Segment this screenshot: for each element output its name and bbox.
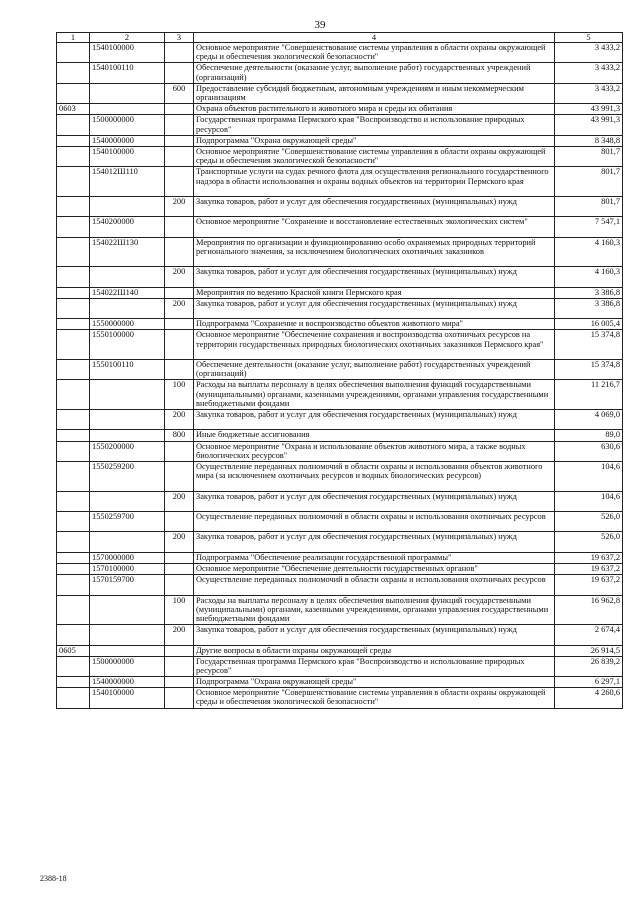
table-row bbox=[57, 63, 623, 83]
amount-cell: 104,6 bbox=[555, 462, 623, 492]
expense-type-cell: 200 bbox=[165, 267, 194, 287]
expense-type-cell bbox=[165, 688, 194, 708]
amount-cell: 2 674,4 bbox=[555, 625, 623, 645]
expense-type-cell bbox=[165, 287, 194, 298]
table-row bbox=[57, 146, 623, 166]
item-description-cell: Мероприятия по организации и функционированию особо охраняемых природных территорий регионального значения, за исключением биологических охотничьих заказников bbox=[194, 237, 555, 267]
header-cell-3: 3 bbox=[165, 33, 194, 43]
target-item-code-cell: 1550200000 bbox=[90, 441, 165, 461]
section-code-cell bbox=[57, 83, 90, 103]
amount-cell: 3 386,8 bbox=[555, 298, 623, 318]
header-cell-4: 4 bbox=[194, 33, 555, 43]
amount-cell: 801,7 bbox=[555, 146, 623, 166]
expense-type-cell bbox=[165, 462, 194, 492]
item-description-cell: Основное мероприятие "Совершенствование системы управления в области охраны окружающей среды и обеспечения экологической безопасности" bbox=[194, 43, 555, 63]
target-item-code-cell bbox=[90, 430, 165, 441]
expense-type-cell bbox=[165, 511, 194, 531]
item-description-cell: Закупка товаров, работ и услуг для обеспечения государственных (муниципальных) нужд bbox=[194, 491, 555, 511]
amount-cell: 3 433,2 bbox=[555, 43, 623, 63]
table-row bbox=[57, 237, 623, 267]
target-item-code-cell: 1570100000 bbox=[90, 563, 165, 574]
table-row bbox=[57, 595, 623, 625]
amount-cell: 11 216,7 bbox=[555, 380, 623, 410]
target-item-code-cell bbox=[90, 104, 165, 115]
item-description-cell: Основное мероприятие "Обеспечение сохранения и воспроизводства охотничьих ресурсов на территории государственных природных биологических охотничьих заказников Пермского края" bbox=[194, 330, 555, 360]
section-code-cell bbox=[57, 688, 90, 708]
expense-type-cell bbox=[165, 319, 194, 330]
target-item-code-cell: 1500000000 bbox=[90, 656, 165, 676]
table-row bbox=[57, 575, 623, 595]
target-item-code-cell: 1500000000 bbox=[90, 115, 165, 135]
table-row bbox=[57, 462, 623, 492]
table-row bbox=[57, 430, 623, 441]
table-header-row bbox=[57, 33, 623, 43]
expense-type-cell: 200 bbox=[165, 491, 194, 511]
target-item-code-cell: 1540100110 bbox=[90, 63, 165, 83]
table-row bbox=[57, 217, 623, 237]
section-code-cell bbox=[57, 380, 90, 410]
target-item-code-cell bbox=[90, 595, 165, 625]
target-item-code-cell: 1550000000 bbox=[90, 319, 165, 330]
expense-type-cell: 100 bbox=[165, 595, 194, 625]
target-item-code-cell: 1570159700 bbox=[90, 575, 165, 595]
section-code-cell bbox=[57, 196, 90, 216]
expense-type-cell bbox=[165, 360, 194, 380]
amount-cell: 6 297,1 bbox=[555, 677, 623, 688]
amount-cell: 4 160,3 bbox=[555, 237, 623, 267]
section-code-cell bbox=[57, 410, 90, 430]
section-code-cell bbox=[57, 298, 90, 318]
item-description-cell: Закупка товаров, работ и услуг для обеспечения государственных (муниципальных) нужд bbox=[194, 298, 555, 318]
table-row bbox=[57, 511, 623, 531]
target-item-code-cell: 1540100000 bbox=[90, 43, 165, 63]
item-description-cell: Обеспечение деятельности (оказание услуг, выполнение работ) государственных учреждений (организаций) bbox=[194, 360, 555, 380]
item-description-cell: Осуществление переданных полномочий в области охраны и использования охотничьих ресурсов bbox=[194, 511, 555, 531]
item-description-cell: Расходы на выплаты персоналу в целях обеспечения выполнения функций государственными (муниципальными) органами, казенными учреждениями, органами управления государственными внебюджетными фондами bbox=[194, 595, 555, 625]
target-item-code-cell bbox=[90, 267, 165, 287]
target-item-code-cell: 1550100000 bbox=[90, 330, 165, 360]
expense-type-cell bbox=[165, 441, 194, 461]
amount-cell: 3 386,8 bbox=[555, 287, 623, 298]
expense-type-cell: 800 bbox=[165, 430, 194, 441]
target-item-code-cell bbox=[90, 298, 165, 318]
header-cell-5: 5 bbox=[555, 33, 623, 43]
section-code-cell bbox=[57, 319, 90, 330]
table-row bbox=[57, 267, 623, 287]
item-description-cell: Основное мероприятие "Совершенствование системы управления в области охраны окружающей среды и обеспечения экологической безопасности" bbox=[194, 688, 555, 708]
amount-cell: 7 547,1 bbox=[555, 217, 623, 237]
expense-type-cell bbox=[165, 146, 194, 166]
section-code-cell bbox=[57, 491, 90, 511]
item-description-cell: Закупка товаров, работ и услуг для обеспечения государственных (муниципальных) нужд bbox=[194, 267, 555, 287]
amount-cell: 8 348,8 bbox=[555, 135, 623, 146]
table-row bbox=[57, 167, 623, 197]
item-description-cell: Закупка товаров, работ и услуг для обеспечения государственных (муниципальных) нужд bbox=[194, 532, 555, 552]
target-item-code-cell: 1570000000 bbox=[90, 552, 165, 563]
section-code-cell bbox=[57, 595, 90, 625]
section-code-cell bbox=[57, 237, 90, 267]
amount-cell: 3 433,2 bbox=[555, 63, 623, 83]
item-description-cell: Основное мероприятие "Обеспечение деятельности государственных органов" bbox=[194, 563, 555, 574]
target-item-code-cell: 1540100000 bbox=[90, 688, 165, 708]
expense-type-cell bbox=[165, 563, 194, 574]
amount-cell: 526,0 bbox=[555, 532, 623, 552]
item-description-cell: Закупка товаров, работ и услуг для обеспечения государственных (муниципальных) нужд bbox=[194, 196, 555, 216]
header-cell-1: 1 bbox=[57, 33, 90, 43]
item-description-cell: Иные бюджетные ассигнования bbox=[194, 430, 555, 441]
expense-type-cell bbox=[165, 552, 194, 563]
section-code-cell bbox=[57, 677, 90, 688]
item-description-cell: Государственная программа Пермского края "Воспроизводство и использование природных ресурсов" bbox=[194, 656, 555, 676]
amount-cell: 16 005,4 bbox=[555, 319, 623, 330]
expense-type-cell bbox=[165, 575, 194, 595]
target-item-code-cell: 154022Ш130 bbox=[90, 237, 165, 267]
expense-type-cell bbox=[165, 237, 194, 267]
amount-cell: 15 374,8 bbox=[555, 360, 623, 380]
target-item-code-cell: 1540000000 bbox=[90, 135, 165, 146]
amount-cell: 801,7 bbox=[555, 196, 623, 216]
item-description-cell: Обеспечение деятельности (оказание услуг, выполнение работ) государственных учреждений (организаций) bbox=[194, 63, 555, 83]
table-row bbox=[57, 83, 623, 103]
item-description-cell: Основное мероприятие "Совершенствование системы управления в области охраны окружающей среды и обеспечения экологической безопасности" bbox=[194, 146, 555, 166]
expense-type-cell: 200 bbox=[165, 196, 194, 216]
target-item-code-cell: 1540100000 bbox=[90, 146, 165, 166]
amount-cell: 16 962,8 bbox=[555, 595, 623, 625]
table-row bbox=[57, 360, 623, 380]
section-code-cell bbox=[57, 441, 90, 461]
section-code-cell bbox=[57, 656, 90, 676]
section-code-cell bbox=[57, 462, 90, 492]
table-row bbox=[57, 115, 623, 135]
amount-cell: 630,6 bbox=[555, 441, 623, 461]
amount-cell: 3 433,2 bbox=[555, 83, 623, 103]
amount-cell: 801,7 bbox=[555, 167, 623, 197]
budget-table bbox=[56, 32, 623, 709]
table-row bbox=[57, 441, 623, 461]
table-row bbox=[57, 688, 623, 708]
table-row bbox=[57, 532, 623, 552]
target-item-code-cell bbox=[90, 491, 165, 511]
expense-type-cell bbox=[165, 115, 194, 135]
item-description-cell: Закупка товаров, работ и услуг для обеспечения государственных (муниципальных) нужд bbox=[194, 625, 555, 645]
section-code-cell bbox=[57, 167, 90, 197]
section-code-cell bbox=[57, 360, 90, 380]
item-description-cell: Основное мероприятие "Сохранение и восстановление естественных экологических систем" bbox=[194, 217, 555, 237]
amount-cell: 26 914,5 bbox=[555, 645, 623, 656]
target-item-code-cell: 1540000000 bbox=[90, 677, 165, 688]
expense-type-cell bbox=[165, 645, 194, 656]
target-item-code-cell: 1540200000 bbox=[90, 217, 165, 237]
section-code-cell: 0605 bbox=[57, 645, 90, 656]
section-code-cell bbox=[57, 146, 90, 166]
target-item-code-cell bbox=[90, 410, 165, 430]
table-row bbox=[57, 330, 623, 360]
section-code-cell bbox=[57, 43, 90, 63]
item-description-cell: Подпрограмма "Охрана окружающей среды" bbox=[194, 677, 555, 688]
section-code-cell bbox=[57, 532, 90, 552]
expense-type-cell bbox=[165, 104, 194, 115]
item-description-cell: Мероприятия по ведению Красной книги Пермского края bbox=[194, 287, 555, 298]
section-code-cell bbox=[57, 135, 90, 146]
table-row bbox=[57, 491, 623, 511]
section-code-cell bbox=[57, 267, 90, 287]
item-description-cell: Закупка товаров, работ и услуг для обеспечения государственных (муниципальных) нужд bbox=[194, 410, 555, 430]
table-row bbox=[57, 645, 623, 656]
section-code-cell bbox=[57, 287, 90, 298]
budget-table-body bbox=[57, 33, 623, 709]
table-row bbox=[57, 410, 623, 430]
table-row bbox=[57, 287, 623, 298]
expense-type-cell: 200 bbox=[165, 410, 194, 430]
expense-type-cell: 200 bbox=[165, 298, 194, 318]
section-code-cell bbox=[57, 563, 90, 574]
item-description-cell: Транспортные услуги на судах речного флота для осуществления регионального государственного надзора в области использования и охраны водных объектов на территории Пермского края bbox=[194, 167, 555, 197]
section-code-cell bbox=[57, 430, 90, 441]
expense-type-cell: 600 bbox=[165, 83, 194, 103]
item-description-cell: Расходы на выплаты персоналу в целях обеспечения выполнения функций государственными (муниципальными) органами, казенными учреждениями, органами управления государственными внебюджетными фондами bbox=[194, 380, 555, 410]
target-item-code-cell: 1550259200 bbox=[90, 462, 165, 492]
item-description-cell: Другие вопросы в области охраны окружающей среды bbox=[194, 645, 555, 656]
table-row bbox=[57, 380, 623, 410]
table-row bbox=[57, 104, 623, 115]
item-description-cell: Осуществление переданных полномочий в области охраны и использования объектов животного мира (за исключением охотничьих ресурсов и водных биологических ресурсов) bbox=[194, 462, 555, 492]
table-row bbox=[57, 552, 623, 563]
amount-cell: 19 637,2 bbox=[555, 575, 623, 595]
section-code-cell bbox=[57, 625, 90, 645]
amount-cell: 4 260,6 bbox=[555, 688, 623, 708]
expense-type-cell bbox=[165, 135, 194, 146]
table-row bbox=[57, 319, 623, 330]
target-item-code-cell: 1550259700 bbox=[90, 511, 165, 531]
expense-type-cell bbox=[165, 217, 194, 237]
item-description-cell: Предоставление субсидий бюджетным, автономным учреждениям и иным некоммерческим организациям bbox=[194, 83, 555, 103]
table-row bbox=[57, 677, 623, 688]
expense-type-cell bbox=[165, 656, 194, 676]
table-row bbox=[57, 298, 623, 318]
amount-cell: 526,0 bbox=[555, 511, 623, 531]
item-description-cell: Подпрограмма "Обеспечение реализации государственной программы" bbox=[194, 552, 555, 563]
section-code-cell bbox=[57, 511, 90, 531]
amount-cell: 89,0 bbox=[555, 430, 623, 441]
item-description-cell: Основное мероприятие "Охрана и использование объектов животного мира, а также водных биологических ресурсов" bbox=[194, 441, 555, 461]
page-number: 39 bbox=[314, 19, 326, 31]
expense-type-cell: 200 bbox=[165, 532, 194, 552]
section-code-cell bbox=[57, 63, 90, 83]
amount-cell: 104,6 bbox=[555, 491, 623, 511]
amount-cell: 43 991,3 bbox=[555, 115, 623, 135]
table-row bbox=[57, 135, 623, 146]
expense-type-cell: 200 bbox=[165, 625, 194, 645]
expense-type-cell bbox=[165, 43, 194, 63]
section-code-cell bbox=[57, 552, 90, 563]
expense-type-cell bbox=[165, 330, 194, 360]
target-item-code-cell bbox=[90, 645, 165, 656]
target-item-code-cell: 154022Ш140 bbox=[90, 287, 165, 298]
section-code-cell bbox=[57, 330, 90, 360]
target-item-code-cell bbox=[90, 196, 165, 216]
target-item-code-cell bbox=[90, 380, 165, 410]
amount-cell: 43 991,3 bbox=[555, 104, 623, 115]
table-row bbox=[57, 563, 623, 574]
section-code-cell bbox=[57, 115, 90, 135]
table-row bbox=[57, 656, 623, 676]
header-cell-2: 2 bbox=[90, 33, 165, 43]
target-item-code-cell: 1550100110 bbox=[90, 360, 165, 380]
amount-cell: 19 637,2 bbox=[555, 552, 623, 563]
expense-type-cell: 100 bbox=[165, 380, 194, 410]
target-item-code-cell: 154012Ш110 bbox=[90, 167, 165, 197]
item-description-cell: Государственная программа Пермского края "Воспроизводство и использование природных ресурсов" bbox=[194, 115, 555, 135]
amount-cell: 26 839,2 bbox=[555, 656, 623, 676]
item-description-cell: Осуществление переданных полномочий в области охраны и использования охотничьих ресурсов bbox=[194, 575, 555, 595]
amount-cell: 4 069,0 bbox=[555, 410, 623, 430]
item-description-cell: Подпрограмма "Сохранение и воспроизводство объектов животного мира" bbox=[194, 319, 555, 330]
section-code-cell bbox=[57, 575, 90, 595]
table-row bbox=[57, 625, 623, 645]
amount-cell: 4 160,3 bbox=[555, 267, 623, 287]
item-description-cell: Охрана объектов растительного и животного мира и среды их обитания bbox=[194, 104, 555, 115]
target-item-code-cell bbox=[90, 625, 165, 645]
target-item-code-cell bbox=[90, 83, 165, 103]
section-code-cell bbox=[57, 217, 90, 237]
amount-cell: 15 374,8 bbox=[555, 330, 623, 360]
expense-type-cell bbox=[165, 63, 194, 83]
target-item-code-cell bbox=[90, 532, 165, 552]
document-code: 2388-18 bbox=[40, 874, 67, 883]
item-description-cell: Подпрограмма "Охрана окружающей среды" bbox=[194, 135, 555, 146]
table-row bbox=[57, 196, 623, 216]
table-row bbox=[57, 43, 623, 63]
section-code-cell: 0603 bbox=[57, 104, 90, 115]
amount-cell: 19 637,2 bbox=[555, 563, 623, 574]
expense-type-cell bbox=[165, 167, 194, 197]
expense-type-cell bbox=[165, 677, 194, 688]
